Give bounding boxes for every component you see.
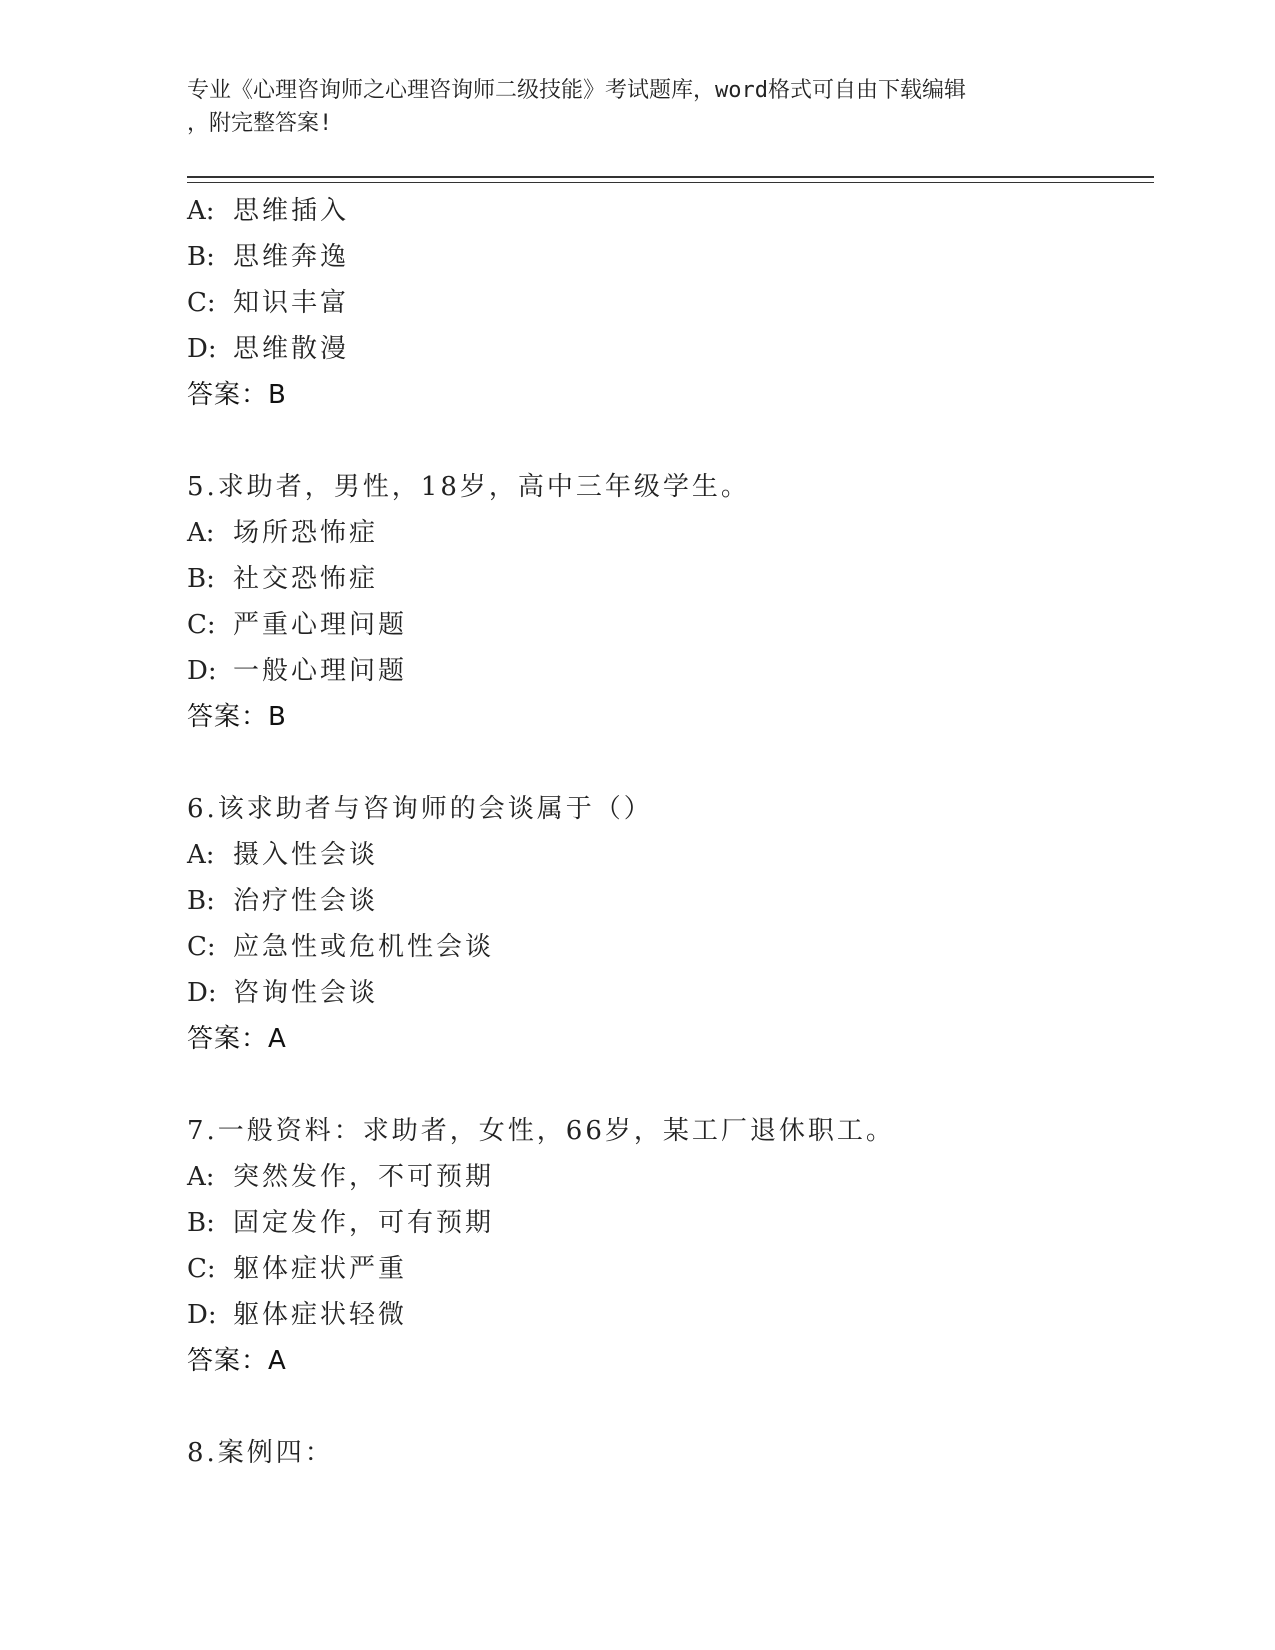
answer-line: 答案：A [187, 1024, 287, 1054]
spacer [187, 1062, 1154, 1108]
option-text: 严重心理问题 [233, 610, 408, 640]
header-rule-thick [187, 176, 1154, 178]
option-c [187, 1246, 1154, 1292]
option-d [187, 326, 1154, 372]
option-letter: B: [187, 886, 215, 916]
option-letter: D: [187, 656, 217, 686]
question-7 [187, 1108, 1154, 1384]
question-stem: 8.案例四： [187, 1438, 334, 1468]
option-letter: B: [187, 564, 215, 594]
option-d [187, 1292, 1154, 1338]
option-text: 社交恐怖症 [233, 564, 379, 594]
spacer [187, 1384, 1154, 1430]
option-text: 思维散漫 [233, 334, 350, 364]
question-stem: 5.求助者，男性，18岁，高中三年级学生。 [187, 472, 750, 502]
header-line-1: 专业《心理咨询师之心理咨询师二级技能》考试题库，word格式可自由下载编辑 [187, 78, 966, 103]
option-text: 固定发作，可有预期 [233, 1208, 495, 1238]
option-text: 躯体症状严重 [233, 1254, 408, 1284]
option-letter: C: [187, 1254, 216, 1284]
option-b [187, 878, 1154, 924]
option-text: 咨询性会谈 [233, 978, 379, 1008]
option-letter: D: [187, 1300, 217, 1330]
question-stem: 7.一般资料：求助者，女性，66岁，某工厂退休职工。 [187, 1116, 895, 1146]
question-list [187, 188, 1154, 1476]
question-5 [187, 464, 1154, 740]
option-text: 一般心理问题 [233, 656, 408, 686]
option-b [187, 234, 1154, 280]
option-c [187, 924, 1154, 970]
question-4 [187, 188, 1154, 418]
option-text: 突然发作，不可预期 [233, 1162, 495, 1192]
option-d [187, 648, 1154, 694]
option-c [187, 602, 1154, 648]
option-letter: D: [187, 978, 217, 1008]
option-a [187, 510, 1154, 556]
option-text: 思维插入 [233, 196, 350, 226]
option-text: 场所恐怖症 [233, 518, 379, 548]
header-rule-thin [187, 182, 1154, 183]
answer-line: 答案：A [187, 1346, 287, 1376]
spacer [187, 418, 1154, 464]
option-letter: B: [187, 1208, 215, 1238]
header-line-2: ，附完整答案! [187, 111, 333, 136]
option-letter: C: [187, 288, 216, 318]
question-stem: 6.该求助者与咨询师的会谈属于（） [187, 794, 653, 824]
option-letter: C: [187, 610, 216, 640]
option-b [187, 556, 1154, 602]
option-text: 摄入性会谈 [233, 840, 379, 870]
option-text: 知识丰富 [233, 288, 350, 318]
document-header [187, 74, 1087, 140]
option-letter: A: [187, 1162, 215, 1192]
answer-line: 答案：B [187, 702, 287, 732]
option-a [187, 188, 1154, 234]
question-6 [187, 786, 1154, 1062]
option-b [187, 1200, 1154, 1246]
option-text: 应急性或危机性会谈 [233, 932, 495, 962]
option-letter: A: [187, 196, 215, 226]
option-letter: B: [187, 242, 215, 272]
question-8 [187, 1430, 1154, 1476]
option-a [187, 1154, 1154, 1200]
option-d [187, 970, 1154, 1016]
option-letter: C: [187, 932, 216, 962]
answer-line: 答案：B [187, 380, 287, 410]
option-letter: A: [187, 518, 215, 548]
option-text: 躯体症状轻微 [233, 1300, 408, 1330]
option-letter: D: [187, 334, 217, 364]
option-text: 治疗性会谈 [233, 886, 379, 916]
option-letter: A: [187, 840, 215, 870]
option-a [187, 832, 1154, 878]
spacer [187, 740, 1154, 786]
option-c [187, 280, 1154, 326]
option-text: 思维奔逸 [233, 242, 350, 272]
